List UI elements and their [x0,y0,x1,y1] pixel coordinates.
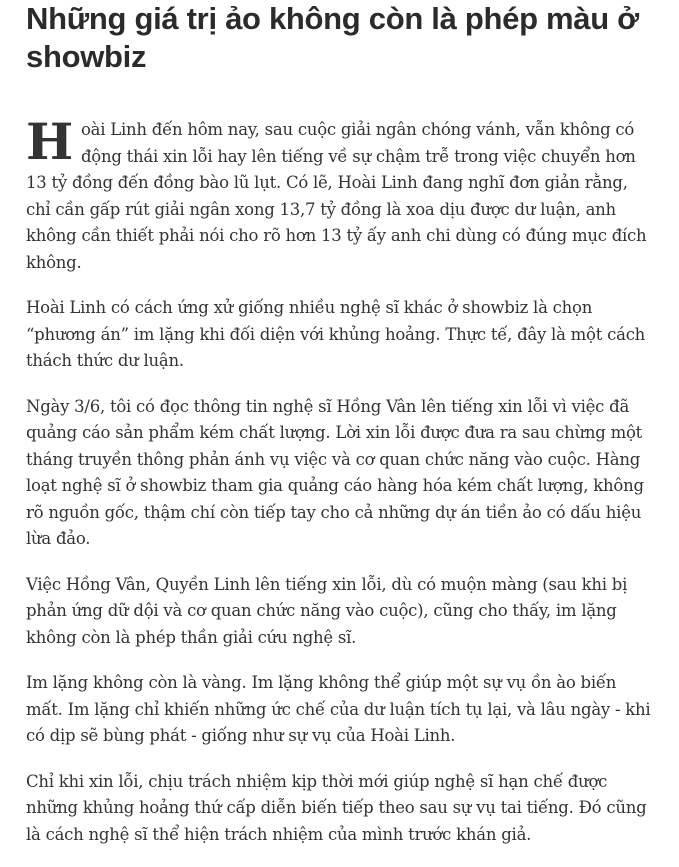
article-title: Những giá trị ảo không còn là phép màu ở showbiz [26,1,639,74]
article-paragraph: Ngày 3/6, tôi có đọc thông tin nghệ sĩ Hồng Vân lên tiếng xin lỗi vì việc đã quảng cáo sản phẩm kém chất lượng. Lời xin lỗi được đưa ra sau chừng một tháng truyền thông phản ánh vụ việc và cơ quan chức năng vào cuộc. Hàng loạt nghệ sĩ ở showbiz tham gia quảng cáo hàng hóa kém chất lượng, không rõ nguồn gốc, thậm chí còn tiếp tay cho cả những dự án tiền ảo có dấu hiệu lừa đảo. [26,396,644,548]
paragraph-text: oài Linh đến hôm nay, sau cuộc giải ngân chóng vánh, vẫn không có động thái xin lỗi hay lên tiếng về sự chậm trễ trong việc chuyển hơn 13 tỷ đồng đến đồng bào lũ lụt. Có lẽ, Hoài Linh đang nghĩ đơn giản rằng, chỉ cần gấp rút giải ngân xong 13,7 tỷ đồng là xoa dịu được dư luận, anh không cần thiết phải nói cho rõ hơn 13 tỷ ấy anh chi dùng có đúng mục đích không. [26,120,647,272]
article-paragraph: Việc Hồng Vân, Quyền Linh lên tiếng xin lỗi, dù có muộn màng (sau khi bị phản ứng dữ dội và cơ quan chức năng vào cuộc), cũng cho thấy, im lặng không còn là phép thần giải cứu nghệ sĩ. [26,574,628,647]
article [26,0,654,867]
article-body [26,112,654,848]
drop-cap: H [26,112,73,171]
article-paragraph: Hoài Linh có cách ứng xử giống nhiều nghệ sĩ khác ở showbiz là chọn “phương án” im lặng khi đối diện với khủng hoảng. Thực tế, đây là một cách thách thức dư luận. [26,298,646,370]
article-paragraph: Im lặng không còn là vàng. Im lặng không thể giúp một sự vụ ồn ào biến mất. Im lặng chỉ khiến những ức chế của dư luận tích tụ lại, và lâu ngày - khi có dịp sẽ bùng phát - giống như sự vụ của Hoài Linh. [26,673,651,745]
article-paragraph: Chỉ khi xin lỗi, chịu trách nhiệm kịp thời mới giúp nghệ sĩ hạn chế được những khủng hoảng thứ cấp diễn biến tiếp theo sau sự vụ tai tiếng. Đó cũng là cách nghệ sĩ thể hiện trách nhiệm của mình trước khán giả. [26,771,647,844]
article-paragraph [26,112,654,276]
